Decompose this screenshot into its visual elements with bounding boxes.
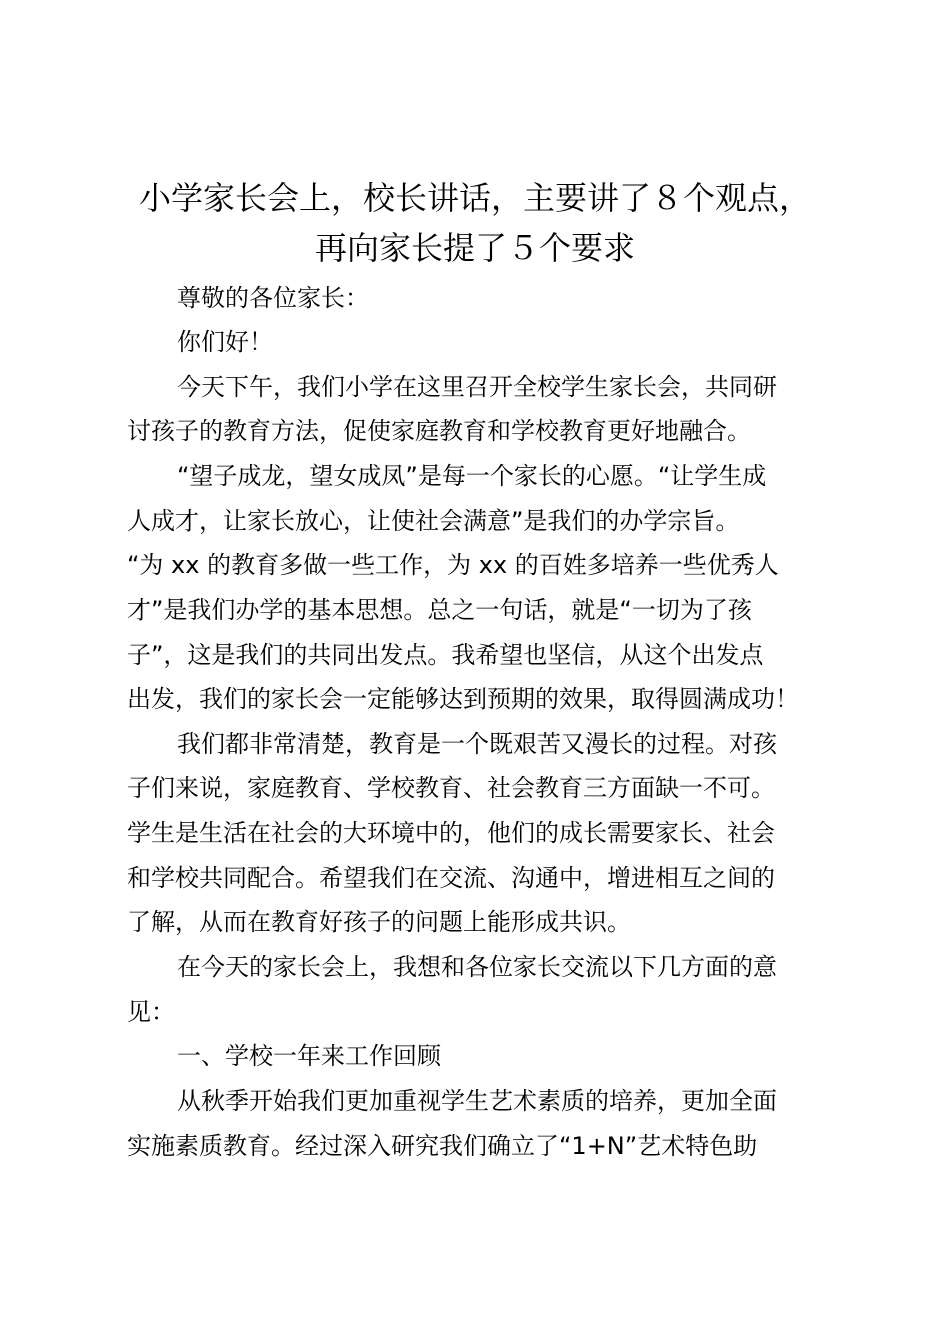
paragraph-line: 人成才，让家长放心，让使社会满意”是我们的办学宗旨。 <box>127 507 740 535</box>
paragraph-line: 才”是我们办学的基本思想。总之一句话，就是“一切为了孩 <box>127 596 752 624</box>
paragraph-line: 从秋季开始我们更加重视学生艺术素质的培养，更加全面 <box>177 1087 777 1115</box>
paragraph-line: 今天下午，我们小学在这里召开全校学生家长会，共同研 <box>177 373 777 401</box>
salutation: 尊敬的各位家长： <box>177 284 369 312</box>
paragraph-line: 学生是生活在社会的大环境中的，他们的成长需要家长、社会 <box>127 819 775 847</box>
section-heading: 一、学校一年来工作回顾 <box>177 1042 441 1070</box>
paragraph-line: 了解，从而在教育好孩子的问题上能形成共识。 <box>127 908 631 936</box>
paragraph-line: 在今天的家长会上，我想和各位家长交流以下几方面的意 <box>177 953 777 981</box>
document-title-line-2: 再向家长提了５个要求 <box>314 229 635 267</box>
paragraph-line: 子们来说，家庭教育、学校教育、社会教育三方面缺一不可。 <box>127 774 775 802</box>
paragraph-line: 我们都非常清楚，教育是一个既艰苦又漫长的过程。对孩 <box>177 730 777 758</box>
paragraph-line: “为 xx 的教育多做一些工作，为 xx 的百姓多培养一些优秀人 <box>127 551 779 579</box>
paragraph-line: 见： <box>127 998 175 1026</box>
document-title-line-1: 小学家长会上，校长讲话，主要讲了８个观点， <box>138 179 811 217</box>
greeting: 你们好！ <box>177 328 273 356</box>
paragraph-line: 讨孩子的教育方法，促使家庭教育和学校教育更好地融合。 <box>127 417 751 445</box>
paragraph-line: 子”，这是我们的共同出发点。我希望也坚信，从这个出发点 <box>127 641 764 669</box>
paragraph-line: “望子成龙，望女成凤”是每一个家长的心愿。“让学生成 <box>177 462 767 490</box>
paragraph-line: 和学校共同配合。希望我们在交流、沟通中，增进相互之间的 <box>127 864 775 892</box>
paragraph-line: 出发，我们的家长会一定能够达到预期的效果，取得圆满成功！ <box>127 685 799 713</box>
paragraph-line: 实施素质教育。经过深入研究我们确立了“1+N”艺术特色助 <box>127 1132 758 1160</box>
